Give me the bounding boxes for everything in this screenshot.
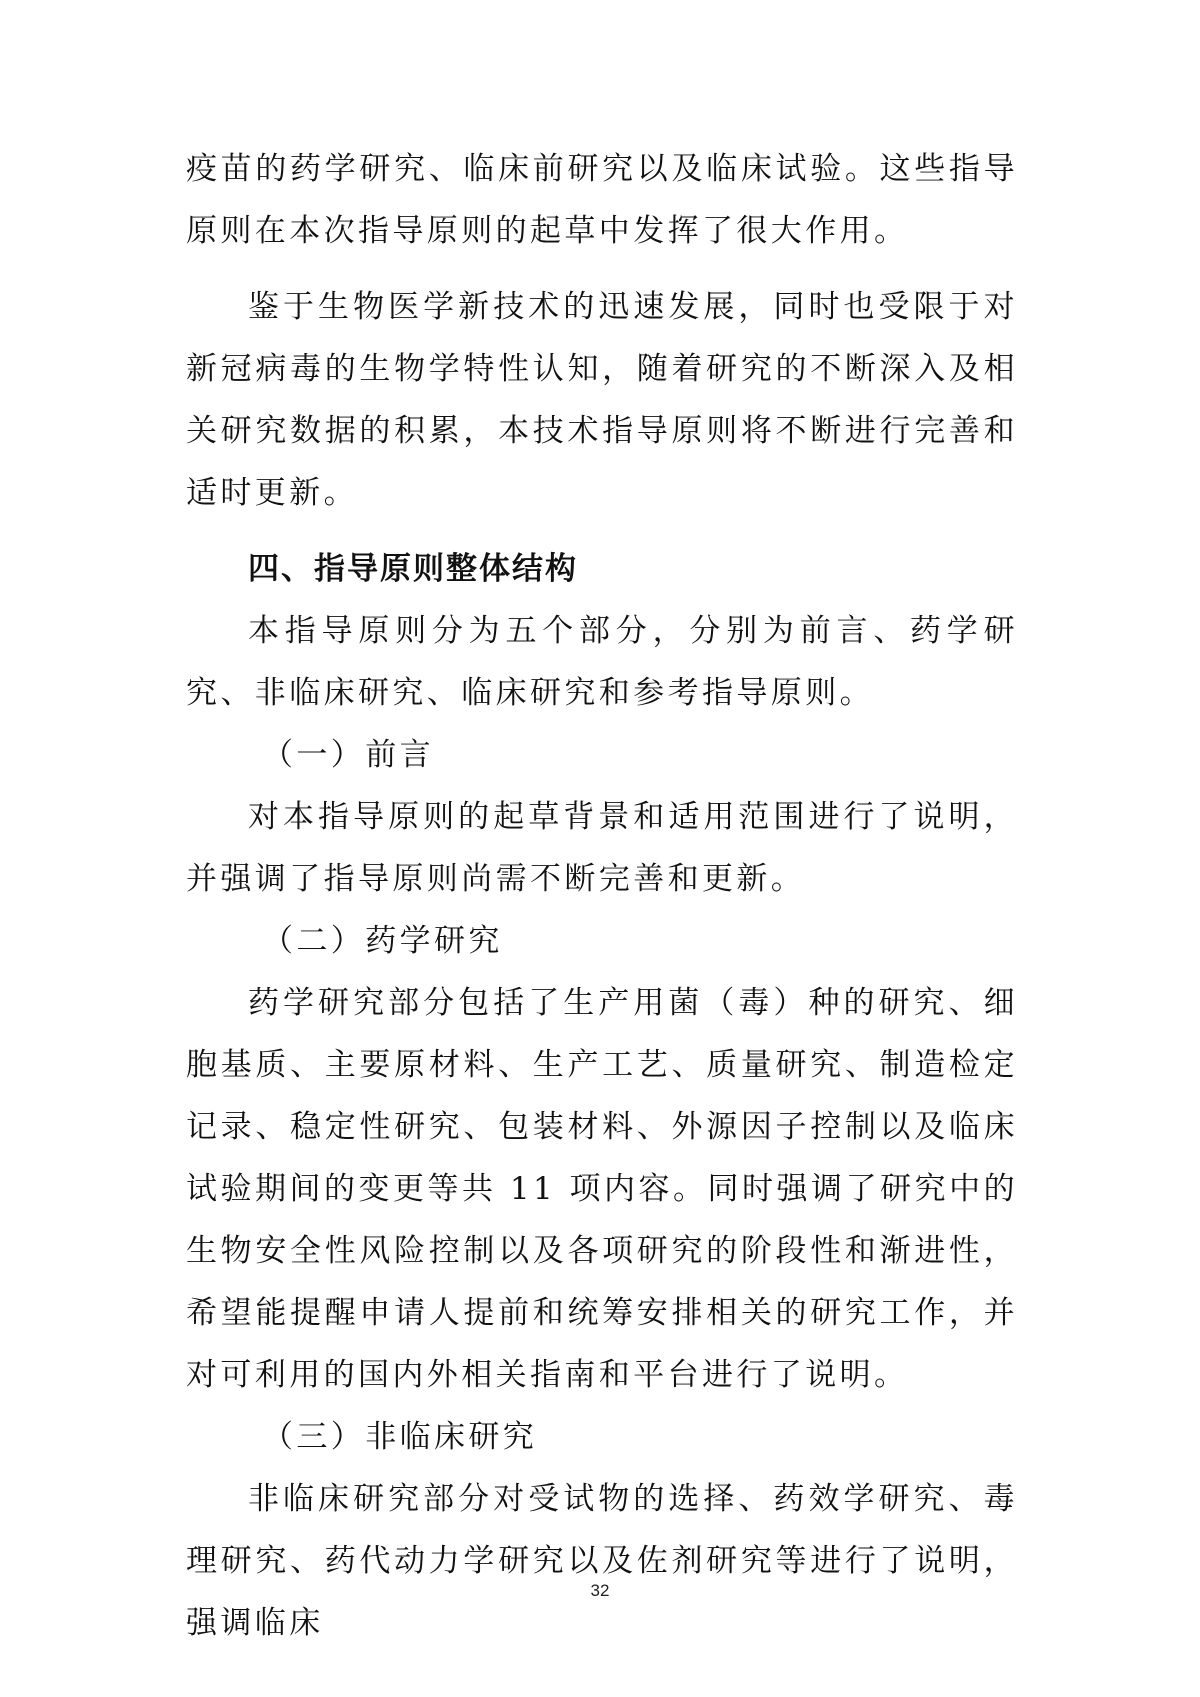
paragraph-continued: 疫苗的药学研究、临床前研究以及临床试验。这些指导原则在本次指导原则的起草中发挥了很大作用。	[186, 151, 1018, 249]
page-number: 32	[590, 1581, 610, 1600]
paragraph-nonclinical: 非临床研究部分对受试物的选择、药效学研究、毒理研究、药代动力学研究以及佐剂研究等进行了说明，强调临床	[186, 1481, 1018, 1641]
paragraph-pharmacy: 药学研究部分包括了生产用菌（毒）种的研究、细胞基质、主要原材料、生产工艺、质量研究、制造检定记录、稳定性研究、包装材料、外源因子控制以及临床试验期间的变更等共 11 项内容。同时强调了研究中的生物安全性风险控制以及各项研究的阶段性和渐进性，希望能提醒申请人提前和统筹安排相关的研究工作，并对可利用的国内外相关指南和平台进行了说明。	[186, 985, 1018, 1393]
subsection-heading-nonclinical: （三）非临床研究	[262, 1419, 538, 1455]
section-heading-structure: 四、指导原则整体结构	[248, 551, 578, 587]
paragraph-update-note: 鉴于生物医学新技术的迅速发展，同时也受限于对新冠病毒的生物学特性认知，随着研究的不断深入及相关研究数据的积累，本技术指导原则将不断进行完善和适时更新。	[186, 289, 1018, 511]
document-body	[186, 138, 1018, 1654]
paragraph-preface: 对本指导原则的起草背景和适用范围进行了说明，并强调了指导原则尚需不断完善和更新。	[186, 799, 1018, 897]
paragraph-structure: 本指导原则分为五个部分，分别为前言、药学研究、非临床研究、临床研究和参考指导原则。	[186, 613, 1018, 711]
subsection-heading-pharmacy: （二）药学研究	[262, 923, 503, 959]
subsection-heading-preface: （一）前言	[262, 737, 434, 773]
